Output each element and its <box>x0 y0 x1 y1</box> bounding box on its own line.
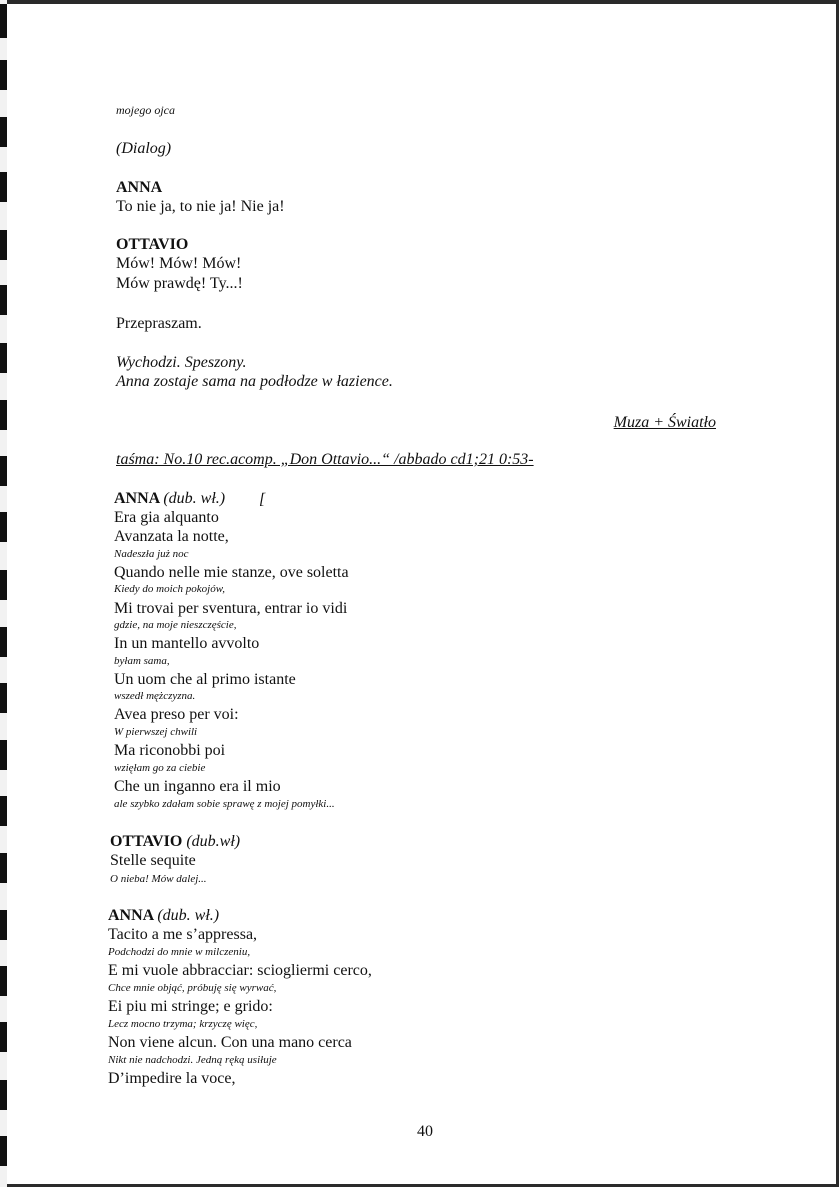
lyric-line: Ma riconobbi poi <box>114 742 226 759</box>
lyric-line: Non viene alcun. Con una mano cerca <box>108 1034 352 1051</box>
stage-direction: (Dialog) <box>116 140 172 157</box>
lyric-line: E mi vuole abbracciar: sciogliermi cerco, <box>108 962 372 979</box>
tape-cue: taśma: No.10 rec.acomp. „Don Ottavio...“ /abbado cd1;21 0:53- <box>116 451 534 468</box>
stage-direction: Wychodzi. Speszony. <box>116 354 247 371</box>
translation-line: gdzie, na moje nieszczęście, <box>114 619 237 631</box>
cue-note: Muza + Światło <box>613 414 716 431</box>
lyric-line: Un uom che al primo istante <box>114 671 296 688</box>
translation-line: byłam sama, <box>114 655 170 667</box>
stage-direction: Anna zostaje sama na podłodze w łazience. <box>116 373 393 390</box>
dialogue-line: Przepraszam. <box>116 315 202 332</box>
dubbing-note: (dub.wł) <box>186 833 241 850</box>
character-name: OTTAVIO <box>110 833 183 850</box>
dubbing-note: (dub. wł.) <box>163 490 226 507</box>
translation-line: Kiedy do moich pokojów, <box>114 583 225 595</box>
translation-line: O nieba! Mów dalej... <box>110 873 207 885</box>
character-name: ANNA <box>116 179 163 196</box>
translation-line: Lecz mocno trzyma; krzyczę więc, <box>108 1018 258 1030</box>
handwritten-bracket: [ <box>259 491 266 508</box>
character-heading <box>110 834 240 850</box>
lyric-line: Avea preso per voi: <box>114 706 239 723</box>
translation-line: Podchodzi do mnie w milczeniu, <box>108 946 251 958</box>
dubbing-note: (dub. wł.) <box>157 907 220 924</box>
character-name: ANNA <box>108 907 154 924</box>
character-name: OTTAVIO <box>116 236 189 253</box>
lyric-line: D’impedire la voce, <box>108 1070 236 1087</box>
lyric-line: Avanzata la notte, <box>114 528 229 545</box>
lyric-line: In un mantello avvolto <box>114 635 260 652</box>
lyric-line: Che un inganno era il mio <box>114 778 281 795</box>
lyric-line: Mi trovai per sventura, entrar io vidi <box>114 600 348 617</box>
dialogue-line: Mów! Mów! Mów! <box>116 255 242 272</box>
translation-line: Chce mnie objąć, próbuję się wyrwać, <box>108 982 277 994</box>
stage-text: mojego ojca <box>116 103 175 117</box>
lyric-line: Quando nelle mie stanze, ove soletta <box>114 564 349 581</box>
lyric-line: Ei piu mi stringe; e grido: <box>108 998 273 1015</box>
translation-line: wzięłam go za ciebie <box>114 762 206 774</box>
translation-line: ale szybko zdałam sobie sprawę z mojej pomyłki... <box>114 798 335 810</box>
character-heading <box>114 491 225 507</box>
dialogue-line: To nie ja, to nie ja! Nie ja! <box>116 198 285 215</box>
translation-line: wszedł mężczyzna. <box>114 690 196 702</box>
translation-line: W pierwszej chwili <box>114 726 198 738</box>
translation-line: Nikt nie nadchodzi. Jedną ręką usiłuje <box>108 1054 277 1066</box>
lyric-line: Stelle sequite <box>110 852 196 869</box>
translation-line: Nadeszła już noc <box>114 548 189 560</box>
dialogue-line: Mów prawdę! Ty...! <box>116 275 243 292</box>
character-heading <box>108 908 219 924</box>
character-name: ANNA <box>114 490 160 507</box>
lyric-line: Era gia alquanto <box>114 509 219 526</box>
page-number: 40 <box>417 1123 433 1140</box>
lyric-line: Tacito a me s’appressa, <box>108 926 258 943</box>
